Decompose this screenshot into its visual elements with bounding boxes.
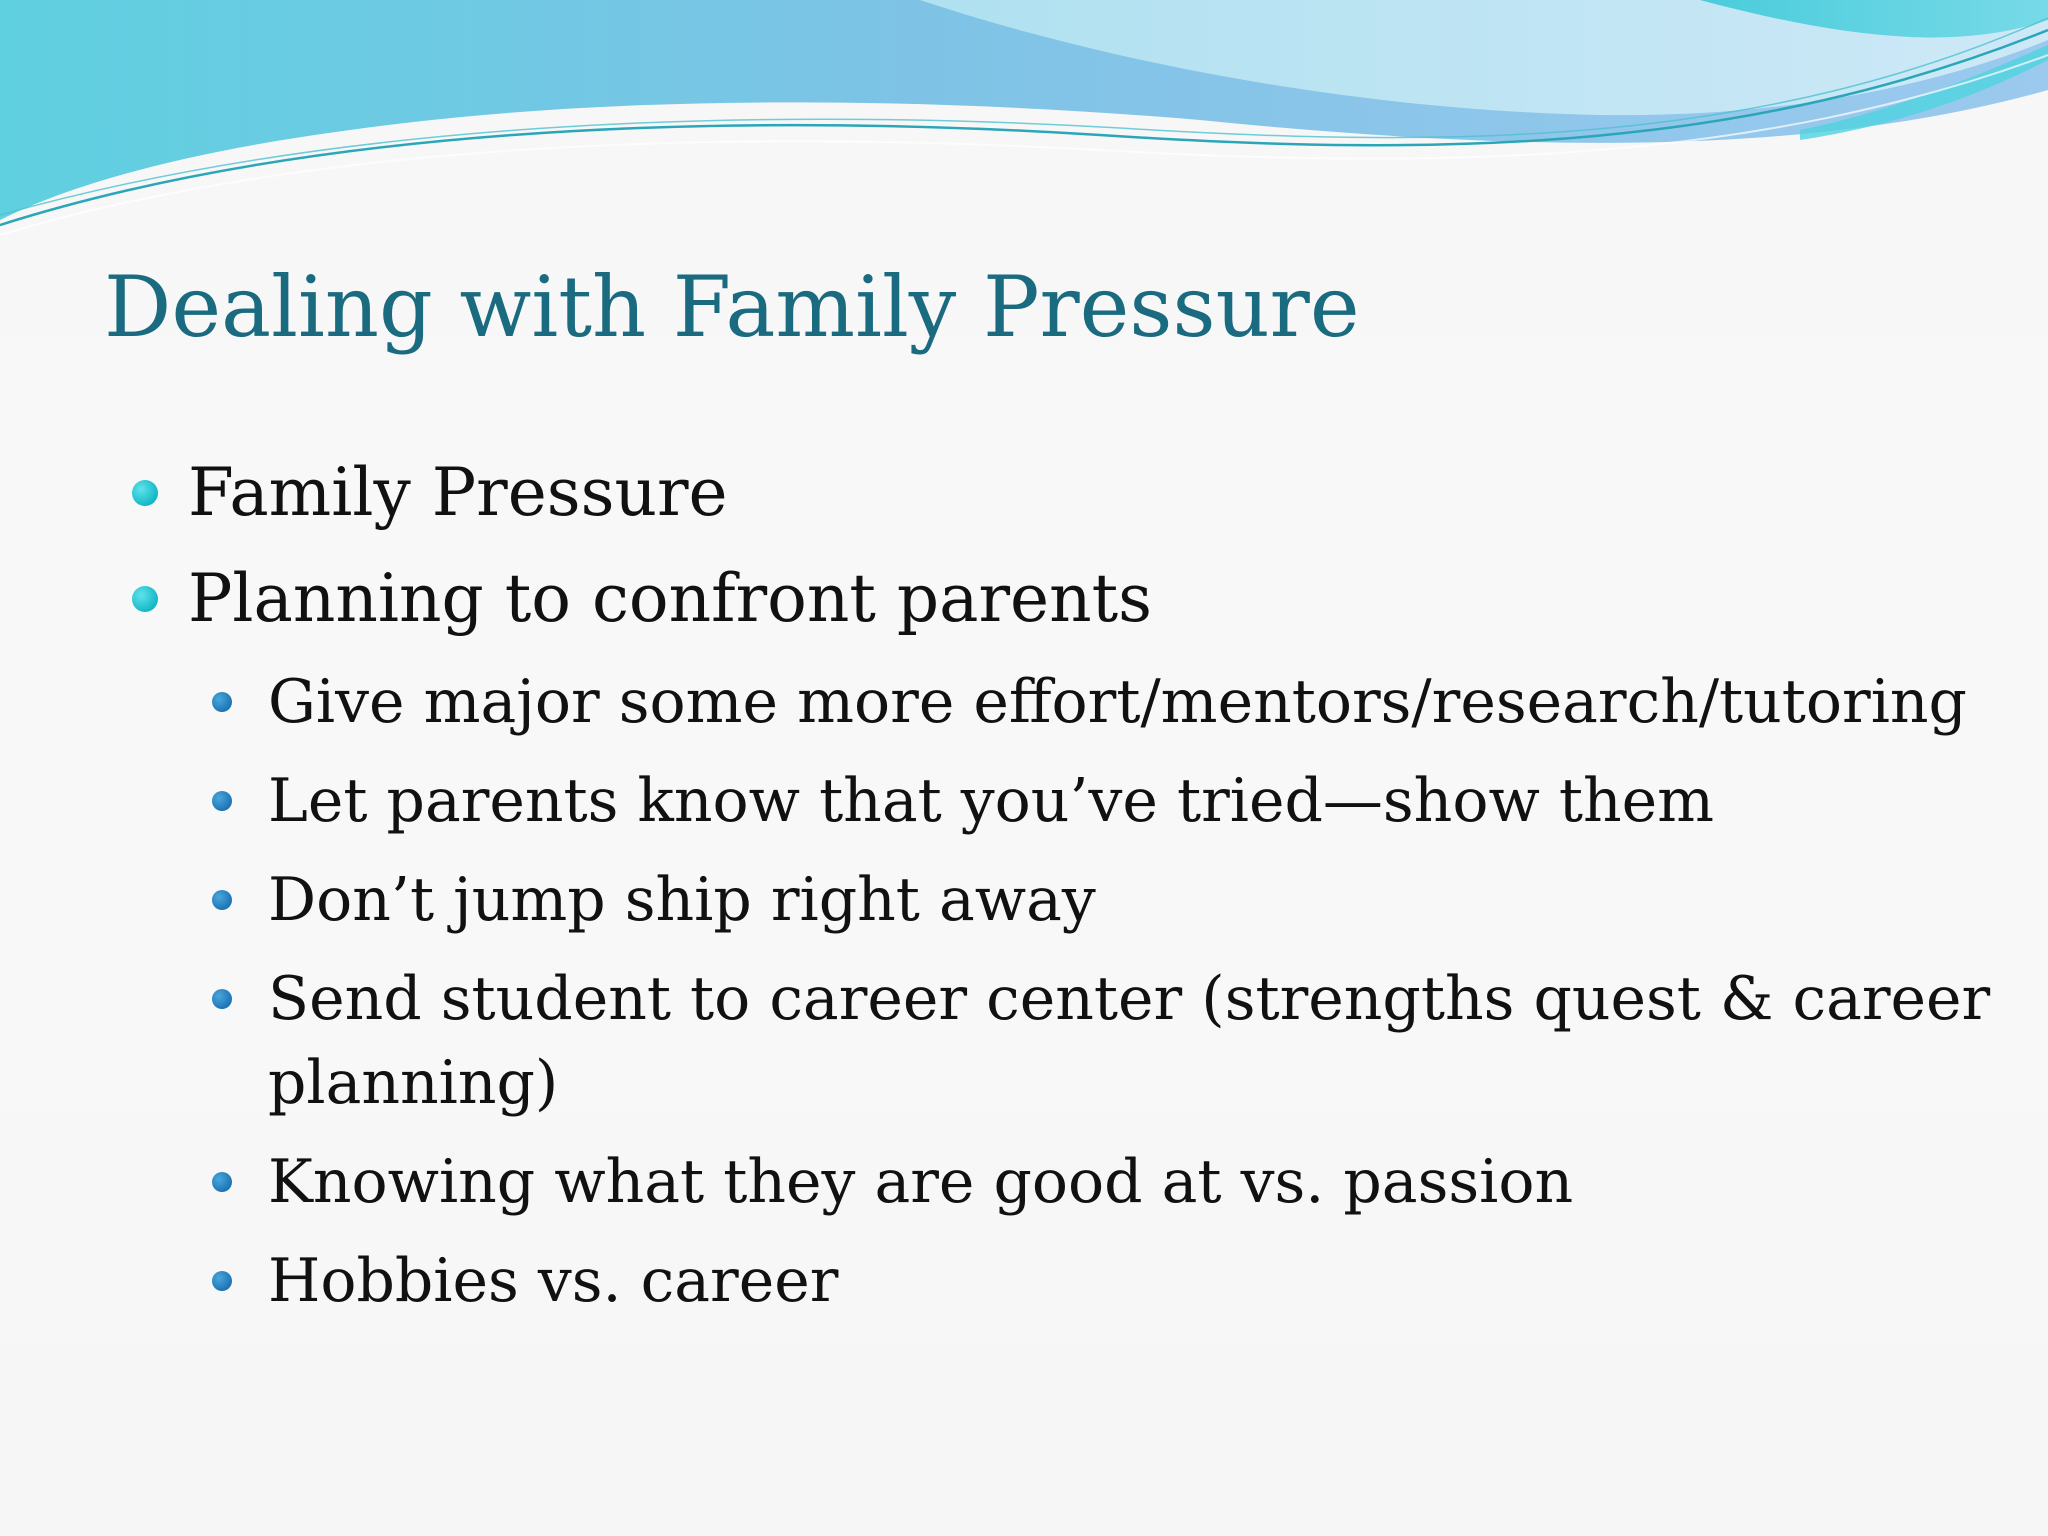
bullet-item — [128, 440, 2008, 546]
bullet-list — [128, 440, 2008, 1338]
sub-bullet-item — [208, 957, 2008, 1125]
sub-bullet-item — [208, 858, 2008, 942]
sub-bullet-icon — [212, 1172, 232, 1192]
decorative-wave-banner — [0, 0, 2048, 240]
bullet-item — [128, 546, 2008, 652]
bullet-text: Planning to confront parents — [188, 560, 1152, 637]
sub-bullet-text: Give major some more effort/mentors/research/tutoring — [268, 667, 1967, 737]
sub-bullet-icon — [212, 791, 232, 811]
sub-bullet-icon — [212, 890, 232, 910]
sub-bullet-text: Hobbies vs. career — [268, 1246, 839, 1316]
sub-bullet-icon — [212, 989, 232, 1009]
sub-bullet-icon — [212, 1271, 232, 1291]
bullet-text: Family Pressure — [188, 454, 728, 531]
bullet-icon — [132, 586, 158, 612]
sub-bullet-item — [208, 1239, 2008, 1323]
sub-bullet-text: Send student to career center (strengths quest & career planning) — [268, 964, 1991, 1118]
sub-bullet-item — [208, 660, 2008, 744]
sub-bullet-item — [208, 759, 2008, 843]
slide-title: Dealing with Family Pressure — [104, 258, 1360, 356]
sub-bullet-text: Let parents know that you’ve tried—show them — [268, 766, 1715, 836]
sub-bullet-item — [208, 1140, 2008, 1224]
sub-bullet-icon — [212, 692, 232, 712]
sub-bullet-text: Knowing what they are good at vs. passion — [268, 1147, 1574, 1217]
sub-bullet-text: Don’t jump ship right away — [268, 865, 1096, 935]
bullet-icon — [132, 480, 158, 506]
